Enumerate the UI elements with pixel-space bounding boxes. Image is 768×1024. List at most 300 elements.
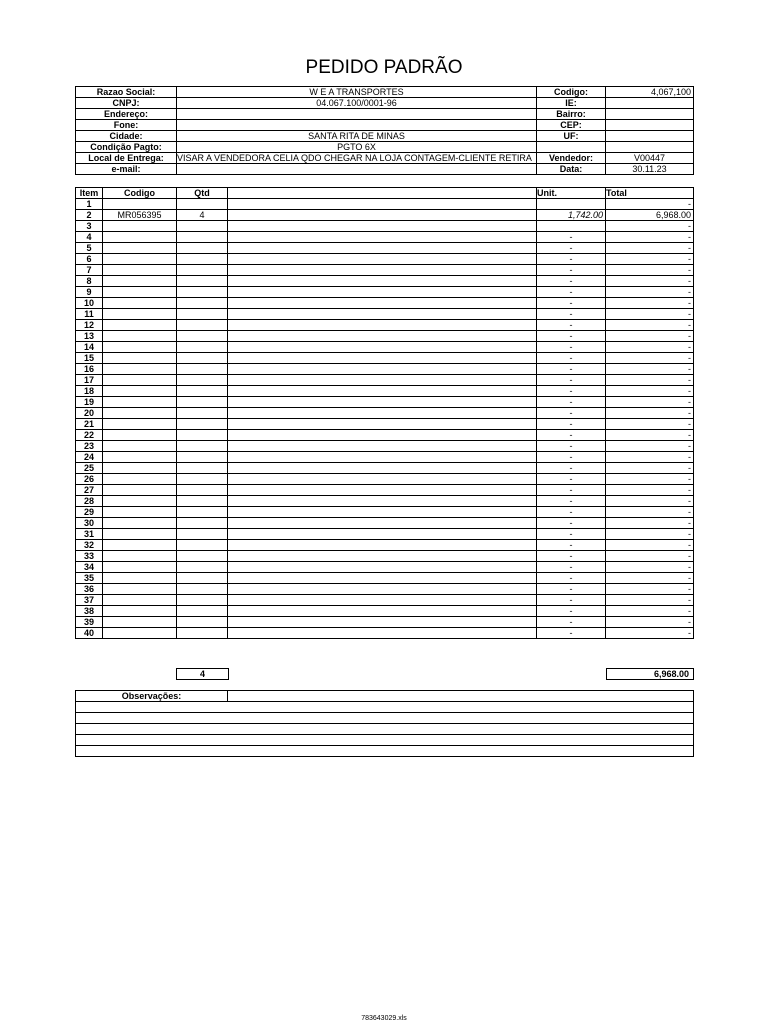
- item-description: [228, 408, 537, 419]
- item-unit-price: -: [537, 386, 606, 397]
- item-description: [228, 342, 537, 353]
- observacoes-line: [76, 746, 694, 757]
- col-desc-header: [228, 188, 537, 199]
- email-value: [177, 164, 537, 175]
- item-unit-price: -: [537, 628, 606, 639]
- item-total: -: [606, 496, 694, 507]
- local-value: VISAR A VENDEDORA CELIA QDO CHEGAR NA LOJA CONTAGEM-CLIENTE RETIRA: [177, 153, 537, 164]
- item-qtd: [177, 353, 228, 364]
- item-total: -: [606, 309, 694, 320]
- item-unit-price: -: [537, 463, 606, 474]
- vendedor-label: Vendedor:: [537, 153, 606, 164]
- table-row: [76, 463, 694, 474]
- item-unit-price: -: [537, 595, 606, 606]
- item-total: -: [606, 408, 694, 419]
- item-number: 12: [76, 320, 103, 331]
- item-qtd: [177, 595, 228, 606]
- item-codigo: [103, 441, 177, 452]
- item-unit-price: -: [537, 562, 606, 573]
- table-row: [76, 287, 694, 298]
- item-description: [228, 584, 537, 595]
- item-total: -: [606, 584, 694, 595]
- item-codigo: [103, 221, 177, 232]
- item-qtd: [177, 364, 228, 375]
- cep-value: [606, 120, 694, 131]
- item-unit-price: -: [537, 584, 606, 595]
- table-row: [76, 276, 694, 287]
- table-row: [76, 551, 694, 562]
- table-row: [76, 408, 694, 419]
- grand-total-box: [606, 668, 694, 680]
- item-qtd: [177, 628, 228, 639]
- item-unit-price: -: [537, 287, 606, 298]
- item-total: -: [606, 540, 694, 551]
- item-total: -: [606, 276, 694, 287]
- cep-label: CEP:: [537, 120, 606, 131]
- item-number: 22: [76, 430, 103, 441]
- item-number: 34: [76, 562, 103, 573]
- item-codigo: [103, 474, 177, 485]
- item-codigo: [103, 309, 177, 320]
- item-qtd: [177, 441, 228, 452]
- item-total: -: [606, 221, 694, 232]
- item-unit-price: -: [537, 309, 606, 320]
- item-unit-price: -: [537, 430, 606, 441]
- cidade-label: Cidade:: [76, 131, 177, 142]
- item-description: [228, 254, 537, 265]
- item-number: 40: [76, 628, 103, 639]
- table-row: [76, 199, 694, 210]
- grand-total-value: 6,968.00: [653, 669, 689, 679]
- item-total: -: [606, 386, 694, 397]
- item-qtd: [177, 287, 228, 298]
- item-description: [228, 617, 537, 628]
- table-row: [76, 221, 694, 232]
- table-row: [76, 375, 694, 386]
- data-label: Data:: [537, 164, 606, 175]
- items-header-row: [76, 188, 694, 199]
- item-codigo: [103, 353, 177, 364]
- item-description: [228, 430, 537, 441]
- item-codigo: [103, 485, 177, 496]
- item-codigo: [103, 199, 177, 210]
- item-total: 6,968.00: [606, 210, 694, 221]
- item-total: -: [606, 573, 694, 584]
- bairro-value: [606, 109, 694, 120]
- total-qtd-box: [176, 668, 229, 680]
- item-codigo: [103, 364, 177, 375]
- condicao-empty-value: [606, 142, 694, 153]
- item-codigo: [103, 595, 177, 606]
- item-description: [228, 331, 537, 342]
- item-unit-price: -: [537, 474, 606, 485]
- item-qtd: [177, 562, 228, 573]
- item-qtd: [177, 485, 228, 496]
- item-number: 18: [76, 386, 103, 397]
- item-qtd: [177, 617, 228, 628]
- item-number: 5: [76, 243, 103, 254]
- condicao-empty-label: [537, 142, 606, 153]
- uf-value: [606, 131, 694, 142]
- item-codigo: [103, 584, 177, 595]
- item-unit-price: 1,742.00: [537, 210, 606, 221]
- item-total: -: [606, 364, 694, 375]
- table-row: [76, 628, 694, 639]
- item-number: 15: [76, 353, 103, 364]
- item-description: [228, 221, 537, 232]
- table-row: [76, 309, 694, 320]
- table-row: [76, 210, 694, 221]
- table-row: [76, 232, 694, 243]
- vendedor-value: V00447: [606, 153, 694, 164]
- item-description: [228, 606, 537, 617]
- table-row: [76, 485, 694, 496]
- table-row: [76, 254, 694, 265]
- item-total: -: [606, 298, 694, 309]
- table-row: [76, 529, 694, 540]
- item-codigo: [103, 408, 177, 419]
- table-row: [76, 342, 694, 353]
- col-codigo-header: Codigo: [103, 188, 177, 199]
- item-unit-price: -: [537, 265, 606, 276]
- item-codigo: [103, 606, 177, 617]
- item-total: -: [606, 518, 694, 529]
- table-row: [76, 364, 694, 375]
- item-qtd: [177, 309, 228, 320]
- item-qtd: [177, 276, 228, 287]
- item-number: 30: [76, 518, 103, 529]
- table-row: [76, 595, 694, 606]
- item-description: [228, 529, 537, 540]
- observacoes-header-row: [76, 691, 694, 702]
- observacoes-first-line: [228, 691, 694, 702]
- table-row: [76, 243, 694, 254]
- item-unit-price: -: [537, 320, 606, 331]
- item-unit-price: -: [537, 364, 606, 375]
- item-description: [228, 474, 537, 485]
- item-total: -: [606, 474, 694, 485]
- item-unit-price: -: [537, 540, 606, 551]
- item-total: -: [606, 353, 694, 364]
- item-total: -: [606, 430, 694, 441]
- cnpj-value: 04.067.100/0001-96: [177, 98, 537, 109]
- header-row-email: [76, 164, 694, 175]
- item-codigo: [103, 430, 177, 441]
- fone-value: [177, 120, 537, 131]
- table-row: [76, 562, 694, 573]
- item-description: [228, 386, 537, 397]
- item-number: 19: [76, 397, 103, 408]
- observacoes-label: Observações:: [76, 691, 228, 702]
- item-description: [228, 573, 537, 584]
- item-total: -: [606, 254, 694, 265]
- header-row-razao: [76, 87, 694, 98]
- ie-value: [606, 98, 694, 109]
- item-codigo: MR056395: [103, 210, 177, 221]
- item-codigo: [103, 232, 177, 243]
- item-codigo: [103, 419, 177, 430]
- header-row-endereco: [76, 109, 694, 120]
- item-total: -: [606, 342, 694, 353]
- item-total: -: [606, 617, 694, 628]
- table-row: [76, 617, 694, 628]
- item-unit-price: -: [537, 529, 606, 540]
- item-codigo: [103, 375, 177, 386]
- item-total: -: [606, 507, 694, 518]
- item-qtd: [177, 243, 228, 254]
- item-description: [228, 419, 537, 430]
- item-unit-price: -: [537, 551, 606, 562]
- item-unit-price: -: [537, 276, 606, 287]
- codigo-value: 4,067,100: [606, 87, 694, 98]
- item-codigo: [103, 496, 177, 507]
- item-qtd: [177, 408, 228, 419]
- item-total: -: [606, 199, 694, 210]
- item-description: [228, 276, 537, 287]
- item-total: -: [606, 562, 694, 573]
- item-total: -: [606, 265, 694, 276]
- item-qtd: [177, 254, 228, 265]
- col-unit-header: Unit.: [537, 188, 606, 199]
- item-number: 9: [76, 287, 103, 298]
- item-number: 23: [76, 441, 103, 452]
- data-value: 30.11.23: [606, 164, 694, 175]
- item-unit-price: -: [537, 452, 606, 463]
- item-description: [228, 320, 537, 331]
- item-codigo: [103, 540, 177, 551]
- item-description: [228, 287, 537, 298]
- item-number: 11: [76, 309, 103, 320]
- local-label: Local de Entrega:: [76, 153, 177, 164]
- item-number: 28: [76, 496, 103, 507]
- item-total: -: [606, 243, 694, 254]
- observacoes-line: [76, 735, 694, 746]
- item-unit-price: -: [537, 573, 606, 584]
- item-total: -: [606, 397, 694, 408]
- condicao-value: PGTO 6X: [177, 142, 537, 153]
- item-unit-price: -: [537, 375, 606, 386]
- item-number: 21: [76, 419, 103, 430]
- uf-label: UF:: [537, 131, 606, 142]
- item-total: -: [606, 595, 694, 606]
- email-label: e-mail:: [76, 164, 177, 175]
- item-total: -: [606, 287, 694, 298]
- item-qtd: [177, 463, 228, 474]
- item-unit-price: [537, 221, 606, 232]
- table-row: [76, 419, 694, 430]
- item-unit-price: -: [537, 518, 606, 529]
- item-unit-price: -: [537, 496, 606, 507]
- item-codigo: [103, 628, 177, 639]
- item-number: 4: [76, 232, 103, 243]
- item-codigo: [103, 551, 177, 562]
- item-qtd: [177, 397, 228, 408]
- item-description: [228, 485, 537, 496]
- item-codigo: [103, 529, 177, 540]
- item-unit-price: -: [537, 441, 606, 452]
- total-qtd-value: 4: [199, 669, 205, 679]
- table-row: [76, 397, 694, 408]
- item-total: -: [606, 628, 694, 639]
- item-qtd: [177, 529, 228, 540]
- item-codigo: [103, 342, 177, 353]
- item-codigo: [103, 562, 177, 573]
- item-description: [228, 210, 537, 221]
- item-total: -: [606, 463, 694, 474]
- item-number: 36: [76, 584, 103, 595]
- item-total: -: [606, 320, 694, 331]
- item-qtd: [177, 232, 228, 243]
- item-codigo: [103, 243, 177, 254]
- item-codigo: [103, 397, 177, 408]
- bairro-label: Bairro:: [537, 109, 606, 120]
- item-unit-price: -: [537, 254, 606, 265]
- item-total: -: [606, 419, 694, 430]
- codigo-label: Codigo:: [537, 87, 606, 98]
- table-row: [76, 298, 694, 309]
- item-unit-price: -: [537, 485, 606, 496]
- razao-label: Razao Social:: [76, 87, 177, 98]
- col-qtd-header: Qtd: [177, 188, 228, 199]
- item-total: -: [606, 375, 694, 386]
- item-qtd: [177, 474, 228, 485]
- item-number: 37: [76, 595, 103, 606]
- item-description: [228, 562, 537, 573]
- cnpj-label: CNPJ:: [76, 98, 177, 109]
- item-qtd: [177, 606, 228, 617]
- item-number: 26: [76, 474, 103, 485]
- table-row: [76, 353, 694, 364]
- item-qtd: [177, 430, 228, 441]
- item-number: 17: [76, 375, 103, 386]
- item-qtd: [177, 331, 228, 342]
- observacoes-table: [75, 690, 694, 757]
- item-qtd: [177, 419, 228, 430]
- item-number: 38: [76, 606, 103, 617]
- item-total: -: [606, 331, 694, 342]
- item-qtd: [177, 573, 228, 584]
- item-description: [228, 595, 537, 606]
- item-description: [228, 199, 537, 210]
- item-qtd: [177, 342, 228, 353]
- item-number: 29: [76, 507, 103, 518]
- item-unit-price: -: [537, 397, 606, 408]
- item-codigo: [103, 507, 177, 518]
- item-qtd: [177, 386, 228, 397]
- observacoes-line: [76, 702, 694, 713]
- item-number: 24: [76, 452, 103, 463]
- item-codigo: [103, 573, 177, 584]
- item-unit-price: -: [537, 617, 606, 628]
- item-codigo: [103, 518, 177, 529]
- item-total: -: [606, 606, 694, 617]
- item-number: 1: [76, 199, 103, 210]
- item-codigo: [103, 287, 177, 298]
- item-unit-price: -: [537, 342, 606, 353]
- condicao-label: Condição Pagto:: [76, 142, 177, 153]
- item-qtd: [177, 584, 228, 595]
- item-description: [228, 243, 537, 254]
- item-qtd: [177, 551, 228, 562]
- item-qtd: [177, 221, 228, 232]
- item-description: [228, 452, 537, 463]
- table-row: [76, 606, 694, 617]
- item-qtd: [177, 298, 228, 309]
- item-number: 3: [76, 221, 103, 232]
- item-unit-price: -: [537, 419, 606, 430]
- item-qtd: 4: [177, 210, 228, 221]
- item-unit-price: -: [537, 507, 606, 518]
- item-unit-price: -: [537, 408, 606, 419]
- header-row-cnpj: [76, 98, 694, 109]
- endereco-label: Endereço:: [76, 109, 177, 120]
- page-title: PEDIDO PADRÃO: [305, 57, 463, 78]
- item-qtd: [177, 375, 228, 386]
- item-number: 35: [76, 573, 103, 584]
- table-row: [76, 540, 694, 551]
- table-row: [76, 474, 694, 485]
- item-description: [228, 353, 537, 364]
- item-description: [228, 441, 537, 452]
- item-number: 6: [76, 254, 103, 265]
- cidade-value: SANTA RITA DE MINAS: [177, 131, 537, 142]
- item-number: 16: [76, 364, 103, 375]
- table-row: [76, 386, 694, 397]
- table-row: [76, 518, 694, 529]
- item-number: 31: [76, 529, 103, 540]
- header-row-cidade: [76, 131, 694, 142]
- item-description: [228, 540, 537, 551]
- table-row: [76, 584, 694, 595]
- item-description: [228, 232, 537, 243]
- item-codigo: [103, 254, 177, 265]
- item-qtd: [177, 265, 228, 276]
- item-description: [228, 265, 537, 276]
- item-number: 27: [76, 485, 103, 496]
- item-qtd: [177, 452, 228, 463]
- item-description: [228, 364, 537, 375]
- table-row: [76, 265, 694, 276]
- table-row: [76, 441, 694, 452]
- header-row-condicao: [76, 142, 694, 153]
- header-row-local: [76, 153, 694, 164]
- item-codigo: [103, 463, 177, 474]
- item-unit-price: [537, 199, 606, 210]
- item-total: -: [606, 485, 694, 496]
- item-number: 13: [76, 331, 103, 342]
- table-row: [76, 430, 694, 441]
- item-number: 10: [76, 298, 103, 309]
- item-codigo: [103, 452, 177, 463]
- item-total: -: [606, 441, 694, 452]
- item-codigo: [103, 331, 177, 342]
- item-codigo: [103, 386, 177, 397]
- item-number: 32: [76, 540, 103, 551]
- item-description: [228, 518, 537, 529]
- fone-label: Fone:: [76, 120, 177, 131]
- item-unit-price: -: [537, 298, 606, 309]
- table-row: [76, 331, 694, 342]
- item-codigo: [103, 298, 177, 309]
- item-description: [228, 463, 537, 474]
- item-unit-price: -: [537, 232, 606, 243]
- table-row: [76, 507, 694, 518]
- item-unit-price: -: [537, 606, 606, 617]
- header-row-fone: [76, 120, 694, 131]
- item-number: 8: [76, 276, 103, 287]
- item-number: 25: [76, 463, 103, 474]
- table-row: [76, 496, 694, 507]
